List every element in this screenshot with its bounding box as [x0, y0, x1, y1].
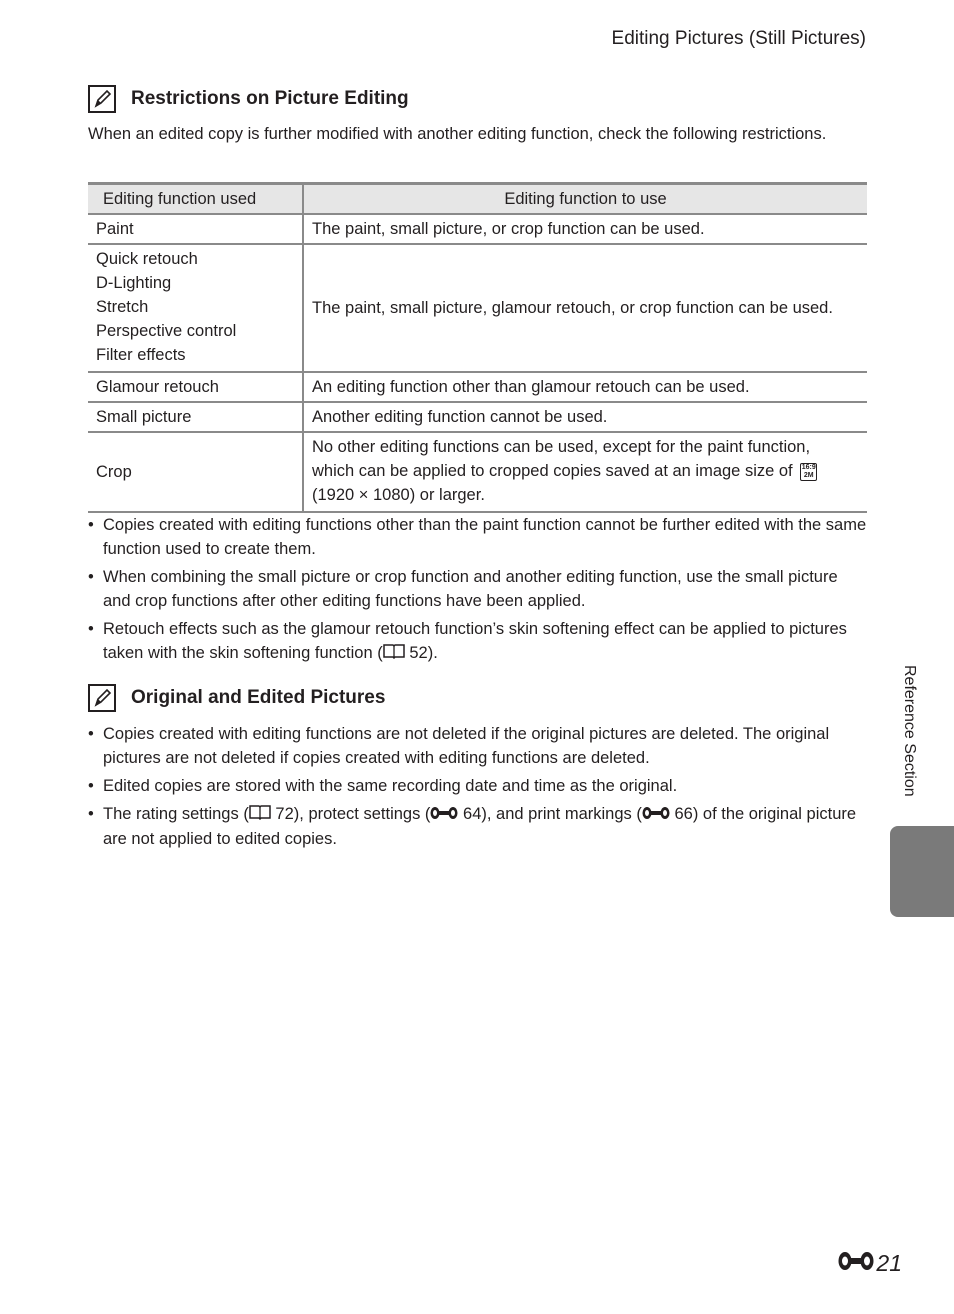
side-tab-label: Reference Section: [901, 665, 918, 797]
list-item: [88, 617, 868, 666]
list-item: • Copies created with editing functions are not deleted if the original pictures are deleted. The original pictures are not deleted if copies created with editing functions are deleted.: [88, 722, 868, 770]
book-ref-icon: [383, 642, 405, 666]
list-item: • Copies created with editing functions other than the paint function cannot be further edited with the same function used to create them.: [88, 513, 868, 561]
reference-section-icon: [642, 803, 670, 827]
image-size-icon-ratio: 16:9: [801, 463, 816, 471]
restrictions-notes-list: [88, 513, 868, 670]
column-header: Editing function to use: [303, 184, 867, 215]
function-used-cell: Paint: [88, 214, 303, 244]
table-row: [88, 402, 867, 432]
section-title: Original and Edited Pictures: [131, 687, 386, 708]
list-item-text: ), and print markings (: [481, 805, 642, 823]
function-name: Quick retouch: [96, 250, 198, 268]
reference-section-icon: [838, 1250, 874, 1277]
list-item-text: ), protect settings (: [293, 805, 431, 823]
function-to-use-cell: The paint, small picture, or crop function can be used.: [303, 214, 867, 244]
function-name: D-Lighting: [96, 274, 172, 292]
function-to-use-cell: The paint, small picture, glamour retouch, or crop function can be used.: [303, 244, 867, 372]
page-number-value: 21: [876, 1250, 902, 1276]
list-item-text: ) of the original picture are not applied to edited copies.: [103, 805, 857, 848]
section-heading-original-edited: [88, 684, 385, 712]
table-row: [88, 214, 867, 244]
column-header: Editing function used: [88, 184, 303, 215]
list-item-text: Retouch effects such as the glamour retouch function’s skin softening effect can be applied to pictures taken with the skin softening function (: [103, 620, 847, 662]
function-name: Stretch: [96, 298, 149, 316]
function-used-cell: Small picture: [88, 402, 303, 432]
note-pencil-icon: [88, 684, 116, 712]
running-header: Editing Pictures (Still Pictures): [611, 28, 866, 49]
restrictions-table: [88, 182, 867, 513]
section-title: Restrictions on Picture Editing: [131, 88, 409, 109]
function-used-cell: [88, 244, 303, 372]
table-row: [88, 372, 867, 402]
list-item-text: ).: [427, 644, 438, 662]
cell-line-text: which can be applied to cropped copies saved at an image size of: [312, 462, 793, 480]
function-to-use-cell: Another editing function cannot be used.: [303, 402, 867, 432]
image-size-icon: [800, 463, 817, 481]
cell-line: (1920 × 1080) or larger.: [312, 486, 485, 504]
list-item-text: The rating settings (: [103, 805, 249, 823]
reference-section-tab[interactable]: [890, 826, 954, 917]
function-used-cell: Glamour retouch: [88, 372, 303, 402]
function-to-use-cell: [303, 432, 867, 512]
reference-section-icon: [430, 803, 458, 827]
list-item: [88, 802, 868, 851]
list-item: • Edited copies are stored with the same recording date and time as the original.: [88, 774, 868, 798]
page-ref[interactable]: 52: [409, 644, 428, 662]
image-size-icon-mp: 2M: [803, 471, 814, 479]
book-ref-icon: [249, 803, 271, 827]
section-heading-restrictions: [88, 85, 409, 113]
function-name: Perspective control: [96, 322, 237, 340]
page-ref[interactable]: 72: [275, 805, 294, 823]
cell-line: No other editing functions can be used, except for the paint function,: [312, 438, 811, 456]
function-name: Filter effects: [96, 346, 186, 364]
page-ref[interactable]: 64: [463, 805, 482, 823]
list-item: • When combining the small picture or crop function and another editing function, use the small picture and crop functions after other editing functions have been applied.: [88, 565, 868, 613]
table-header-row: [88, 184, 867, 215]
page-ref[interactable]: 66: [674, 805, 693, 823]
original-edited-notes-list: [88, 722, 868, 855]
cell-line: [312, 459, 859, 483]
table-row: [88, 244, 867, 372]
intro-paragraph: When an edited copy is further modified with another editing function, check the following restrictions.: [88, 125, 827, 143]
note-pencil-icon: [88, 85, 116, 113]
function-used-cell: Crop: [88, 432, 303, 512]
table-row: [88, 432, 867, 512]
function-to-use-cell: An editing function other than glamour retouch can be used.: [303, 372, 867, 402]
page-number: [838, 1250, 902, 1277]
